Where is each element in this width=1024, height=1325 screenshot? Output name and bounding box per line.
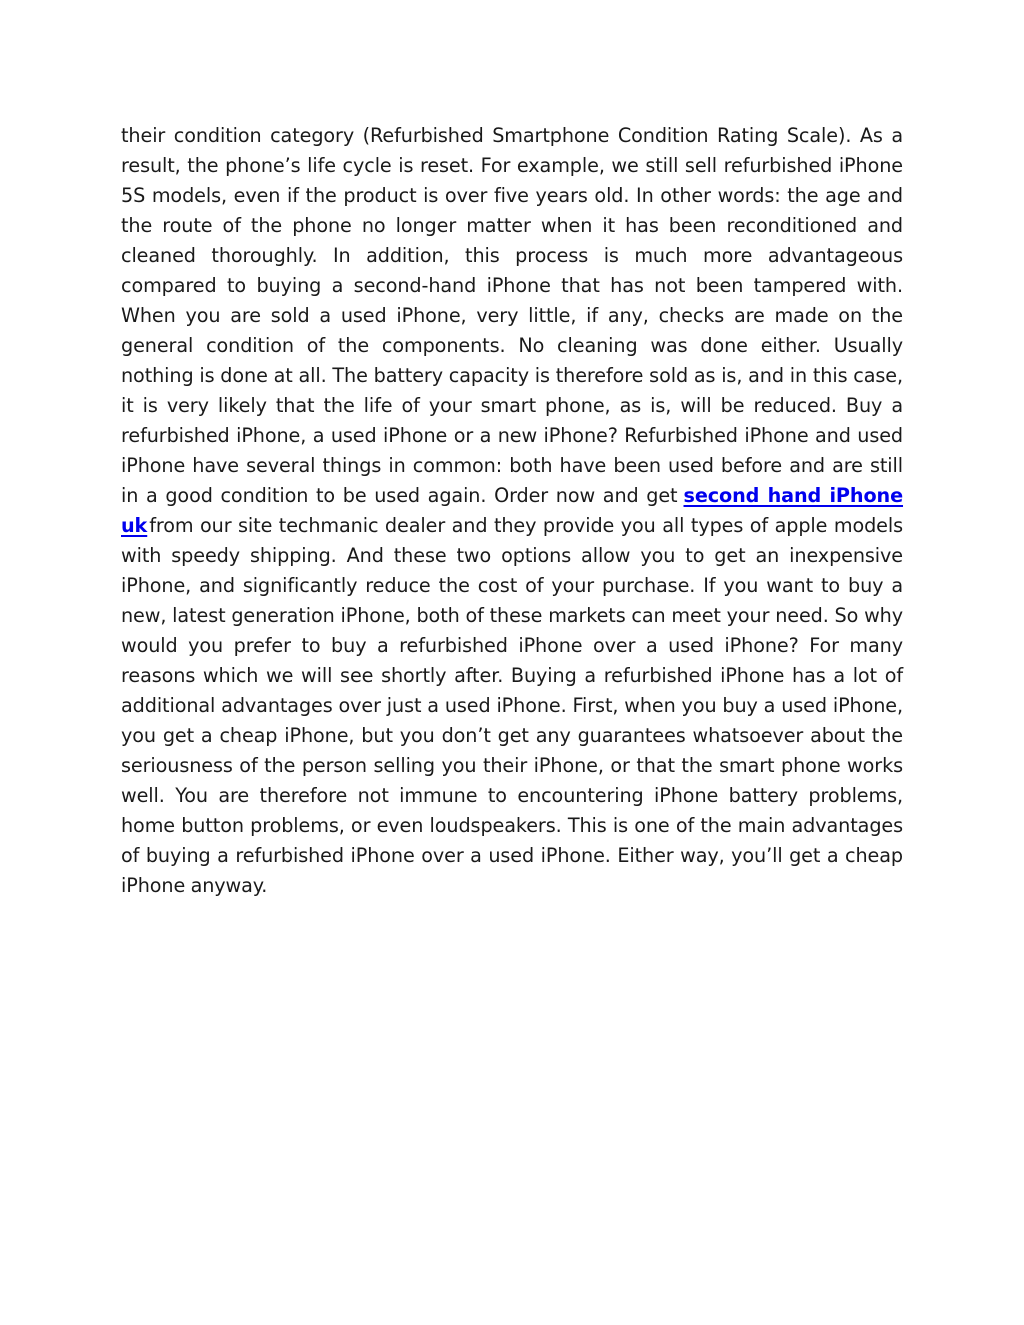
paragraph-text-before-link: their condition category (Refurbished Smartphone Condition Rating Scale). As a result, the phone’s life cycle is reset. For example, we still sell refurbished iPhone 5S models, even if the product is over five years old. In other words: the age and the route of the phone no longer matter when it has been reconditioned and cleaned thoroughly. In addition, this process is much more advantageous compared to buying a second-hand iPhone that has not been tampered with. When you are sold a used iPhone, very little, if any, checks are made on the general condition of the components. No cleaning was done either. Usually nothing is done at all. The battery capacity is therefore sold as is, and in this case, it is very likely that the life of your smart phone, as is, will be reduced. Buy a refurbished iPhone, a used iPhone or a new iPhone? Refurbished iPhone and used iPhone have several things in common: both have been used before and are still in a good condition to be used again. Order now and get — [121, 124, 903, 507]
second-hand-iphone-uk-link[interactable]: second hand iPhone uk — [121, 484, 904, 537]
paragraph-text-after-link: from our site techmanic dealer and they provide you all types of apple models with speedy shipping. And these two options allow you to get an inexpensive iPhone, and significantly reduce the cost of your purchase. If you want to buy a new, latest generation iPhone, both of these markets can meet your need. So why would you prefer to buy a refurbished iPhone over a used iPhone? For many reasons which we will see shortly after. Buying a refurbished iPhone has a lot of additional advantages over just a used iPhone. First, when you buy a used iPhone, you get a cheap iPhone, but you don’t get any guarantees whatsoever about the seriousness of the person selling you their iPhone, or that the smart phone works well. You are therefore not immune to encountering iPhone battery problems, home button problems, or even loudspeakers. This is one of the main advantages of buying a refurbished iPhone over a used iPhone. Either way, you’ll get a cheap iPhone anyway. — [121, 514, 903, 897]
body-paragraph — [121, 121, 903, 901]
